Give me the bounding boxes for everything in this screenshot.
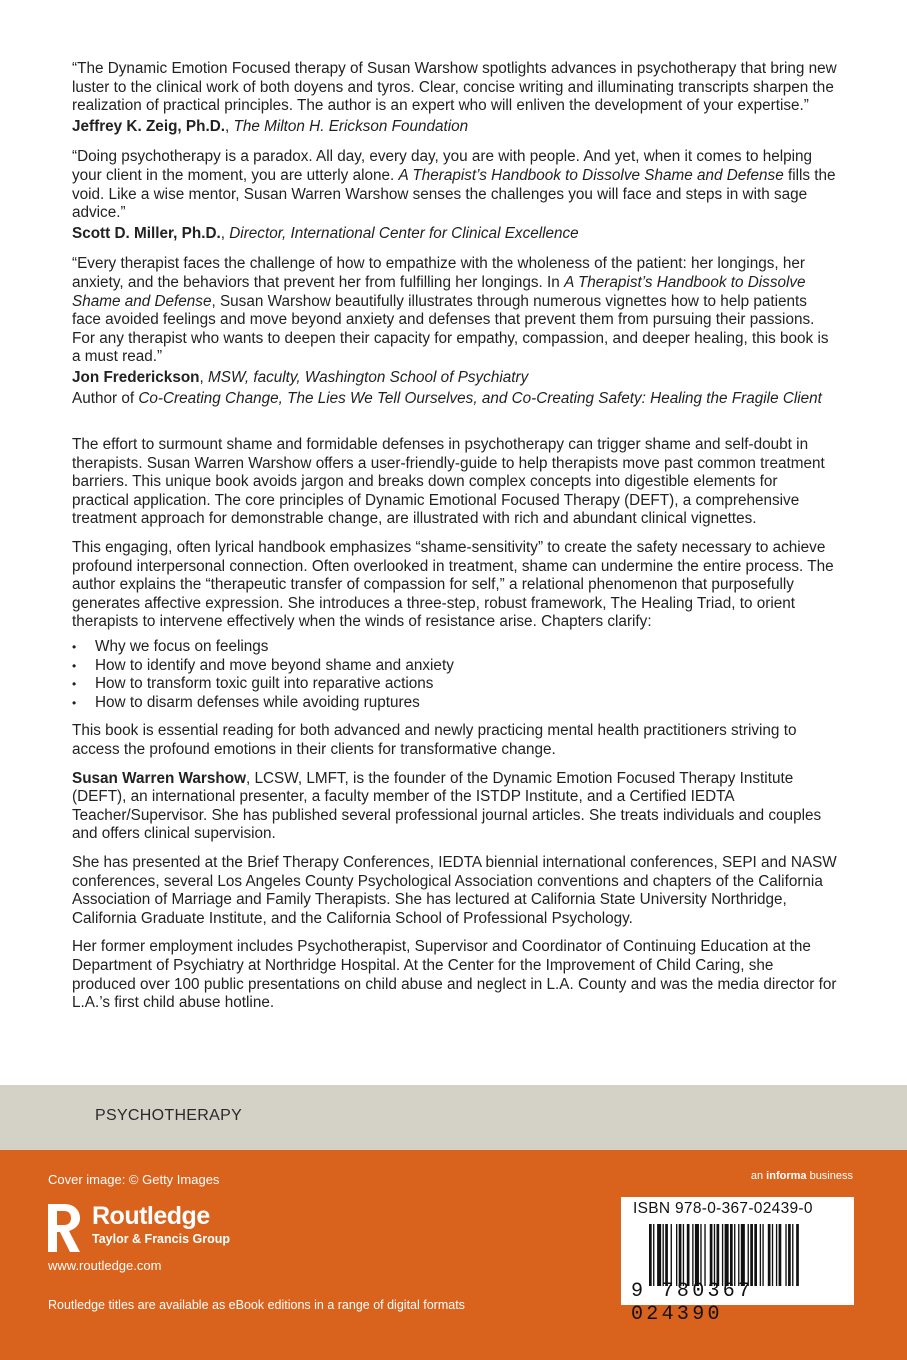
book-title-italic: A Therapist’s Handbook to Dissolve Shame and Defense [72,273,806,310]
list-item: • How to transform toxic guilt into reparative actions [72,675,838,694]
routledge-logo [46,1202,246,1262]
endorser-affiliation: The Milton H. Erickson Foundation [233,117,469,135]
book-title-italic: A Therapist’s Handbook to Dissolve Shame and Defense [398,166,784,184]
endorsement-quote-3: “Every therapist faces the challenge of how to empathize with the wholeness of the patient: her longings, her anxiety, and the behaviors that prevent her from fulfilling her longings. In A Therapist’s Handbook to Dissolve Shame and Defense, Susan Warshow beautifully illustrates through numerous vignettes how to help patients face avoided feelings and move beyond anxiety and defenses that prevent them from pursuing their passions. For any therapist who wants to deepen their capacity for empathy, compassion, and deeper healing, this book is a must read.” [72,255,829,366]
publisher-website[interactable]: www.routledge.com [48,1258,162,1273]
description-paragraph-2: This engaging, often lyrical handbook emphasizes “shame-sensitivity” to create the safety necessary to achieve profound interpersonal connection. Often overlooked in treatment, shame can undermine the entire process. The author explains the “therapeutic transfer of compassion for self,” a relational phenomenon that purposefully generates affective expression. She introduces a three-step, robust framework, The Healing Triad, to orient therapists to intervene effectively when the winds of resistance arise. Chapters clarify: [72,539,834,631]
publisher-group: Taylor & Francis Group [92,1232,230,1246]
publisher-name: Routledge [92,1202,210,1230]
barcode-panel [621,1197,854,1326]
ebook-note: Routledge titles are available as eBook editions in a range of digital formats [48,1298,465,1312]
routledge-r-icon [46,1202,84,1254]
informa-tagline: an informa business [750,1170,853,1182]
endorsement-attribution-1: Jeffrey K. Zeig, Ph.D., The Milton H. Erickson Foundation [72,117,469,135]
author-name: Susan Warren Warshow [72,769,246,787]
bio-paragraph-1: Susan Warren Warshow, LCSW, LMFT, is the founder of the Dynamic Emotion Focused Therapy Institute (DEFT), an international presenter, a faculty member of the ISTDP Institute, and a Certified IEDTA Teacher/Supervisor. She has published several professional journal articles. She treats individuals and couples and offers clinical supervision. [72,769,822,843]
endorser-name: Scott D. Miller, Ph.D. [72,224,221,242]
bio-paragraph-2: She has presented at the Brief Therapy Conferences, IEDTA biennial international conferences, SEPI and NASW conferences, several Los Angeles County Psychological Association conventions and chapters of the California Association of Marriage and Family Therapists. She has lectured at California State University Northridge, California Graduate Institute, and the California School of Professional Psychology. [72,853,837,927]
list-item: • Why we focus on feelings [72,638,838,657]
publisher-footer [0,1150,907,1360]
description-paragraph-1: The effort to surmount shame and formidable defenses in psychotherapy can trigger shame and self-doubt in therapists. Susan Warren Warshow offers a user-friendly-guide to help therapists move past common treatment barriers. This unique book avoids jargon and breaks down complex concepts into digestible elements for practical application. The core principles of Dynamic Emotional Focused Therapy (DEFT), a comprehensive treatment approach for demonstrable change, are illustrated with rich and abundant clinical vignettes. [72,436,825,528]
list-item: • How to disarm defenses while avoiding ruptures [72,694,838,713]
chapters-list [72,638,838,712]
description-paragraph-3: This book is essential reading for both advanced and newly practicing mental health practitioners striving to access the profound emotions in their clients for transformative change. [72,722,797,758]
barcode-digits: 9 780367 024390 [631,1280,754,1326]
barcode-icon [649,1224,845,1286]
list-item: • How to identify and move beyond shame and anxiety [72,657,838,676]
endorsement-quote-2: “Doing psychotherapy is a paradox. All day, every day, you are with people. And yet, when it comes to helping your client in the moment, you are utterly alone. A Therapist’s Handbook to Dissolve Shame and Defense fills the void. Like a wise mentor, Susan Warren Warshow senses the challenges you will face and steps in with sage advice.” [72,148,836,222]
endorser-affiliation: MSW, faculty, Washington School of Psychiatry [208,368,529,386]
endorser-name: Jon Frederickson [72,368,200,386]
endorsement-quote-1: “The Dynamic Emotion Focused therapy of Susan Warshow spotlights advances in psychotherapy that bring new luster to the clinical work of both doyens and tyros. Clear, concise writing and illuminating transcripts sharpen the realization of practical principles. The author is an expert who will enliven the development of your expertise.” [72,60,837,115]
bio-paragraph-3: Her former employment includes Psychotherapist, Supervisor and Coordinator of Continuing Education at the Department of Psychiatry at Northridge Hospital. At the Center for the Improvement of Child Caring, she produced over 100 public presentations on child abuse and neglect in L.A. County and was the media director for L.A.’s first child abuse hotline. [72,938,837,1012]
isbn-label: ISBN 978-0-367-02439-0 [633,1200,813,1217]
endorsement-attribution-2: Scott D. Miller, Ph.D., Director, International Center for Clinical Excellence [72,224,579,242]
back-cover-content [72,60,838,1023]
endorser-name: Jeffrey K. Zeig, Ph.D. [72,117,226,135]
category-label: PSYCHOTHERAPY [95,1107,243,1124]
category-band [0,1085,907,1150]
endorser-books: Author of Co-Creating Change, The Lies We Tell Ourselves, and Co-Creating Safety: Healing the Fragile Client [72,389,822,407]
cover-credit: Cover image: © Getty Images [48,1172,220,1187]
endorser-affiliation: Director, International Center for Clinical Excellence [229,224,579,242]
endorsement-attribution-3: Jon Frederickson, MSW, faculty, Washington School of Psychiatry [72,368,529,386]
